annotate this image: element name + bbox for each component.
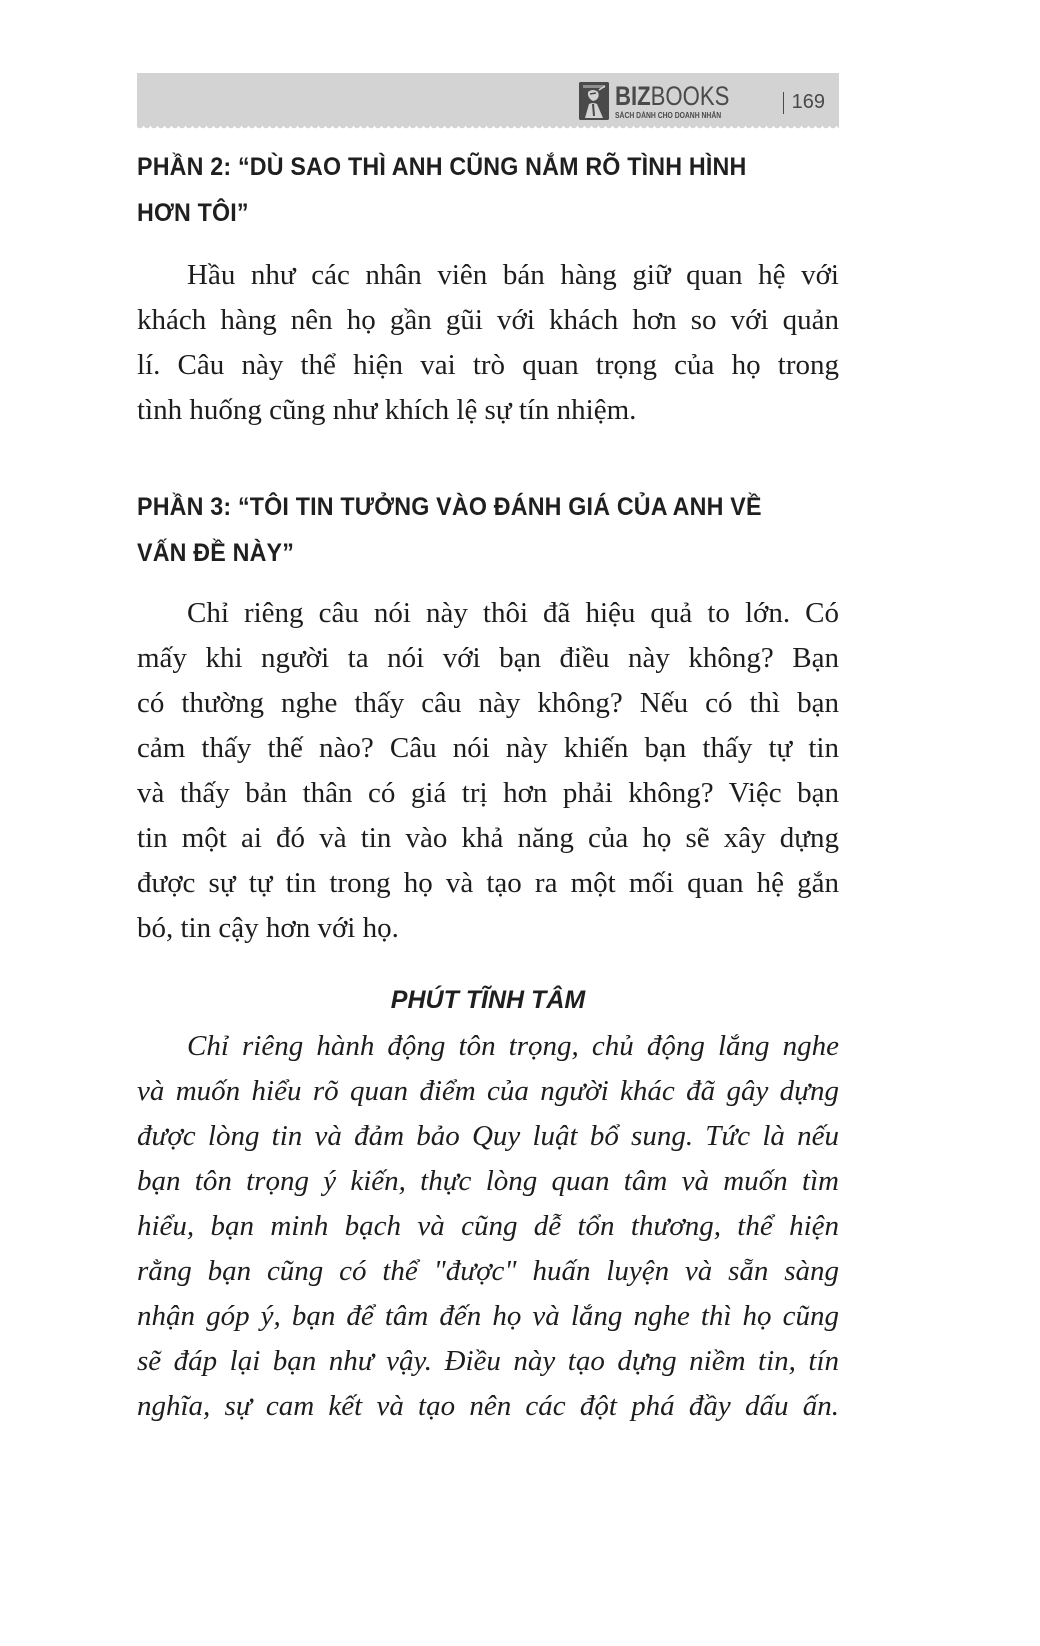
section-2-paragraph xyxy=(137,253,839,433)
paragraph-line: được lòng tin và đảm bảo Quy luật bổ sung. Tức là nếu xyxy=(137,1120,839,1152)
paragraph-line: bạn tôn trọng ý kiến, thực lòng quan tâm và muốn tìm xyxy=(137,1165,839,1197)
paragraph-line: bó, tin cậy hơn với họ. xyxy=(137,912,399,944)
brand-name-light: BOOKS xyxy=(651,80,730,111)
publisher-brand xyxy=(579,81,755,121)
bizbooks-logo-icon xyxy=(579,82,609,120)
section-2-heading xyxy=(137,144,839,236)
paragraph-line: mấy khi người ta nói với bạn điều này không? Bạn xyxy=(137,642,839,674)
paragraph-line: khách hàng nên họ gần gũi với khách hơn so với quản xyxy=(137,304,839,336)
paragraph-line: tin một ai đó và tin vào khả năng của họ sẽ xây dựng xyxy=(137,822,839,854)
section-3-paragraph xyxy=(137,591,839,951)
brand-tagline: SÁCH DÀNH CHO DOANH NHÂN xyxy=(615,110,722,120)
section-3-heading xyxy=(137,484,839,576)
brand-name-bold: BIZ xyxy=(615,80,652,111)
paragraph-line: rằng bạn cũng có thể "được" huấn luyện và sẵn sàng xyxy=(137,1255,839,1287)
paragraph-line: cảm thấy thế nào? Câu nói này khiến bạn thấy tự tin xyxy=(137,732,839,764)
paragraph-line: lí. Câu này thể hiện vai trò quan trọng của họ trong xyxy=(137,349,839,381)
heading-line: VẤN ĐỀ NÀY” xyxy=(137,539,295,567)
page-number-divider xyxy=(783,92,784,114)
running-header xyxy=(137,73,839,126)
paragraph-line: tình huống cũng như khích lệ sự tín nhiệm. xyxy=(137,394,637,426)
page-number-value: 169 xyxy=(791,91,825,113)
heading-line: PHẦN 3: “TÔI TIN TƯỞNG VÀO ĐÁNH GIÁ CỦA ANH VỀ xyxy=(137,493,762,521)
heading-line: PHẦN 2: “DÙ SAO THÌ ANH CŨNG NẮM RÕ TÌNH HÌNH xyxy=(137,153,747,181)
paragraph-line: Chỉ riêng hành động tôn trọng, chủ động lắng nghe xyxy=(187,1030,839,1062)
reflection-paragraph xyxy=(137,1024,839,1429)
paragraph-line: được sự tự tin trong họ và tạo ra một mối quan hệ gắn xyxy=(137,867,839,899)
paragraph-line: và muốn hiểu rõ quan điểm của người khác đã gây dựng xyxy=(137,1075,839,1107)
paragraph-line: nhận góp ý, bạn để tâm đến họ và lắng nghe thì họ cũng xyxy=(137,1300,839,1332)
paragraph-line: hiểu, bạn minh bạch và cũng dễ tổn thương, thể hiện xyxy=(137,1210,839,1242)
paragraph-line: sẽ đáp lại bạn như vậy. Điều này tạo dựng niềm tin, tín xyxy=(137,1345,839,1377)
paragraph-line: và thấy bản thân có giá trị hơn phải không? Việc bạn xyxy=(137,777,839,809)
paragraph-line: có thường nghe thấy câu này không? Nếu có thì bạn xyxy=(137,687,839,719)
heading-line: HƠN TÔI” xyxy=(137,199,249,227)
reflection-title: PHÚT TĨNH TÂM xyxy=(390,986,586,1014)
page-number xyxy=(783,91,825,114)
paragraph-line: nghĩa, sự cam kết và tạo nên các đột phá đầy dấu ấn. xyxy=(137,1390,839,1422)
paragraph-line: Hầu như các nhân viên bán hàng giữ quan hệ với xyxy=(187,259,839,291)
brand-name xyxy=(615,80,730,111)
paragraph-line: Chỉ riêng câu nói này thôi đã hiệu quả to lớn. Có xyxy=(187,597,839,629)
